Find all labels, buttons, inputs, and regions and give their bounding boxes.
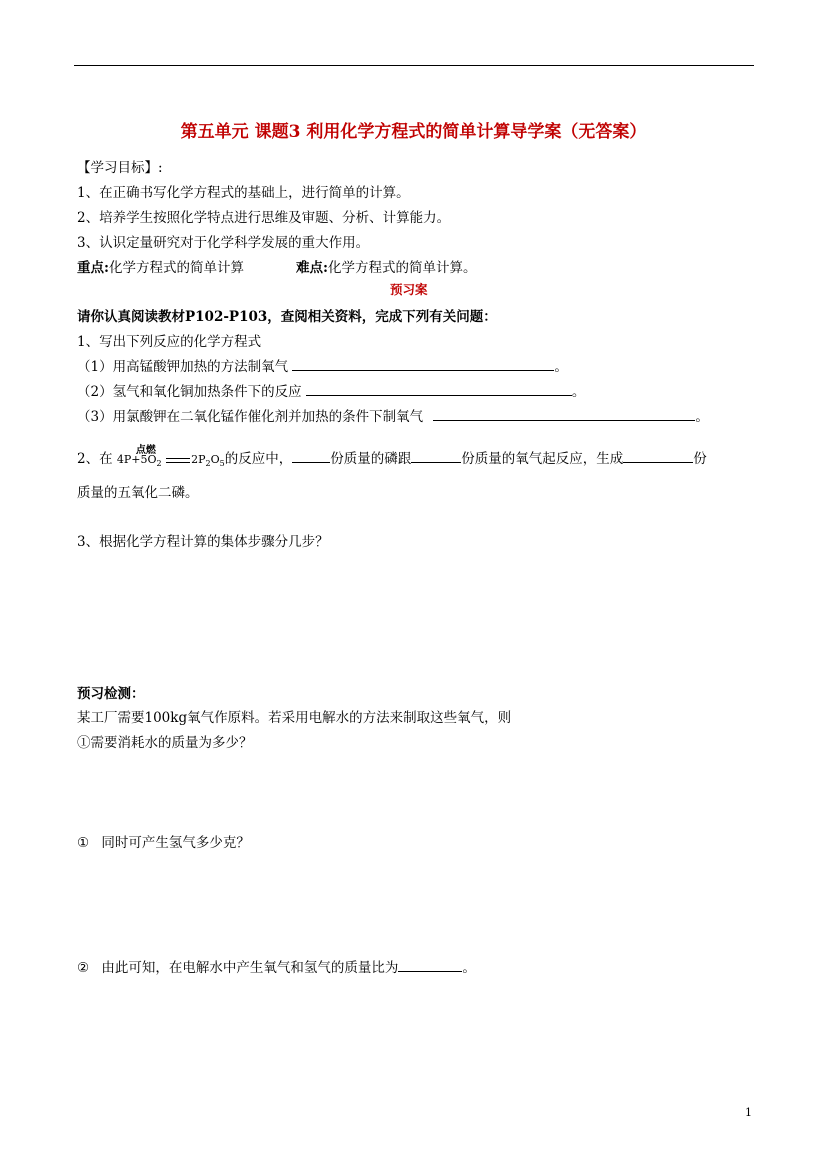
question-3: 3、根据化学方程计算的集体步骤分几步？ [77, 534, 329, 550]
item-text: （1）用高锰酸钾加热的方法制氧气 [77, 359, 289, 375]
difficulty-label: 难点: [296, 260, 328, 276]
key-points-line [77, 256, 244, 276]
item-text: （2）氢气和氧化铜加热条件下的反应 [77, 384, 302, 400]
period: 。 [571, 384, 586, 400]
check-sub-question-1: ①需要消耗水的质量为多少？ [77, 735, 253, 751]
answer-blank[interactable] [306, 383, 572, 396]
check-sub-question-2 [77, 831, 250, 851]
sub3-end: 。 [462, 960, 476, 976]
question-1: 1、写出下列反应的化学方程式 [77, 334, 262, 350]
answer-blank[interactable] [292, 450, 330, 463]
header-rule [74, 65, 754, 66]
objectives-heading: 【学习目标】: [77, 160, 163, 176]
sub3-text: 由此可知，在电解水中产生氧气和氢气的质量比为 [101, 960, 399, 976]
check-heading: 预习检测： [77, 686, 145, 702]
answer-blank[interactable] [398, 959, 462, 972]
answer-blank[interactable] [411, 450, 461, 463]
eq-subscript: 2 [205, 459, 211, 469]
preview-heading: 预习案 [390, 282, 428, 297]
page-number: 1 [745, 1106, 752, 1119]
question-1-item-3 [77, 405, 709, 425]
check-sub-question-3 [77, 956, 476, 976]
question-2 [77, 447, 707, 468]
objective-item-2: 2、培养学生按照化学特点进行思维及审题、分析、计算能力。 [77, 210, 451, 226]
item-text: （3）用氯酸钾在二氧化锰作催化剂并加热的条件下制氧气 [77, 409, 424, 425]
document-title: 第五单元 课题3 利用化学方程式的简单计算导学案（无答案） [180, 122, 647, 142]
answer-blank[interactable] [433, 408, 695, 421]
eq-condition: 点燃 [135, 445, 156, 456]
question-1-item-1 [77, 355, 568, 375]
chemical-equation [116, 445, 225, 469]
marker: ① [77, 835, 90, 851]
difficulty-text: 化学方程式的简单计算。 [327, 260, 477, 276]
eq-double-line [166, 458, 190, 463]
key-label: 重点: [77, 260, 109, 276]
period: 。 [695, 409, 709, 425]
eq-product: 2P [191, 453, 206, 466]
eq-product-o: O [210, 453, 220, 466]
question-2-line-2: 质量的五氧化二磷。 [77, 485, 199, 501]
check-problem: 某工厂需要100kg氧气作原料。若采用电解水的方法来制取这些氧气，则 [77, 710, 512, 726]
period: 。 [554, 359, 568, 375]
q2-prefix: 2、在 [77, 451, 113, 467]
marker: ② [77, 960, 90, 976]
objective-item-1: 1、在正确书写化学方程式的基础上，进行简单的计算。 [77, 185, 410, 201]
q2-mid1: 的反应中， [224, 451, 293, 467]
answer-blank[interactable] [623, 450, 693, 463]
q2-mid3: 份质量的氧气起反应，生成 [461, 451, 624, 467]
q2-end1: 份 [693, 451, 707, 467]
preview-instruction: 请你认真阅读教材P102-P103，查阅相关资料，完成下列有关问题： [77, 309, 497, 325]
difficulty-line [296, 256, 476, 276]
question-1-item-2 [77, 380, 585, 400]
q2-mid2: 份质量的磷跟 [330, 451, 412, 467]
key-text: 化学方程式的简单计算 [108, 260, 244, 276]
objective-item-3: 3、认识定量研究对于化学科学发展的重大作用。 [77, 235, 370, 251]
eq-subscript: 2 [156, 459, 162, 469]
eq-subscript: 5 [219, 459, 225, 469]
eq-reactants: 4P+5O [116, 453, 157, 466]
answer-blank[interactable] [292, 358, 554, 371]
sub2-text: 同时可产生氢气多少克？ [101, 835, 250, 851]
